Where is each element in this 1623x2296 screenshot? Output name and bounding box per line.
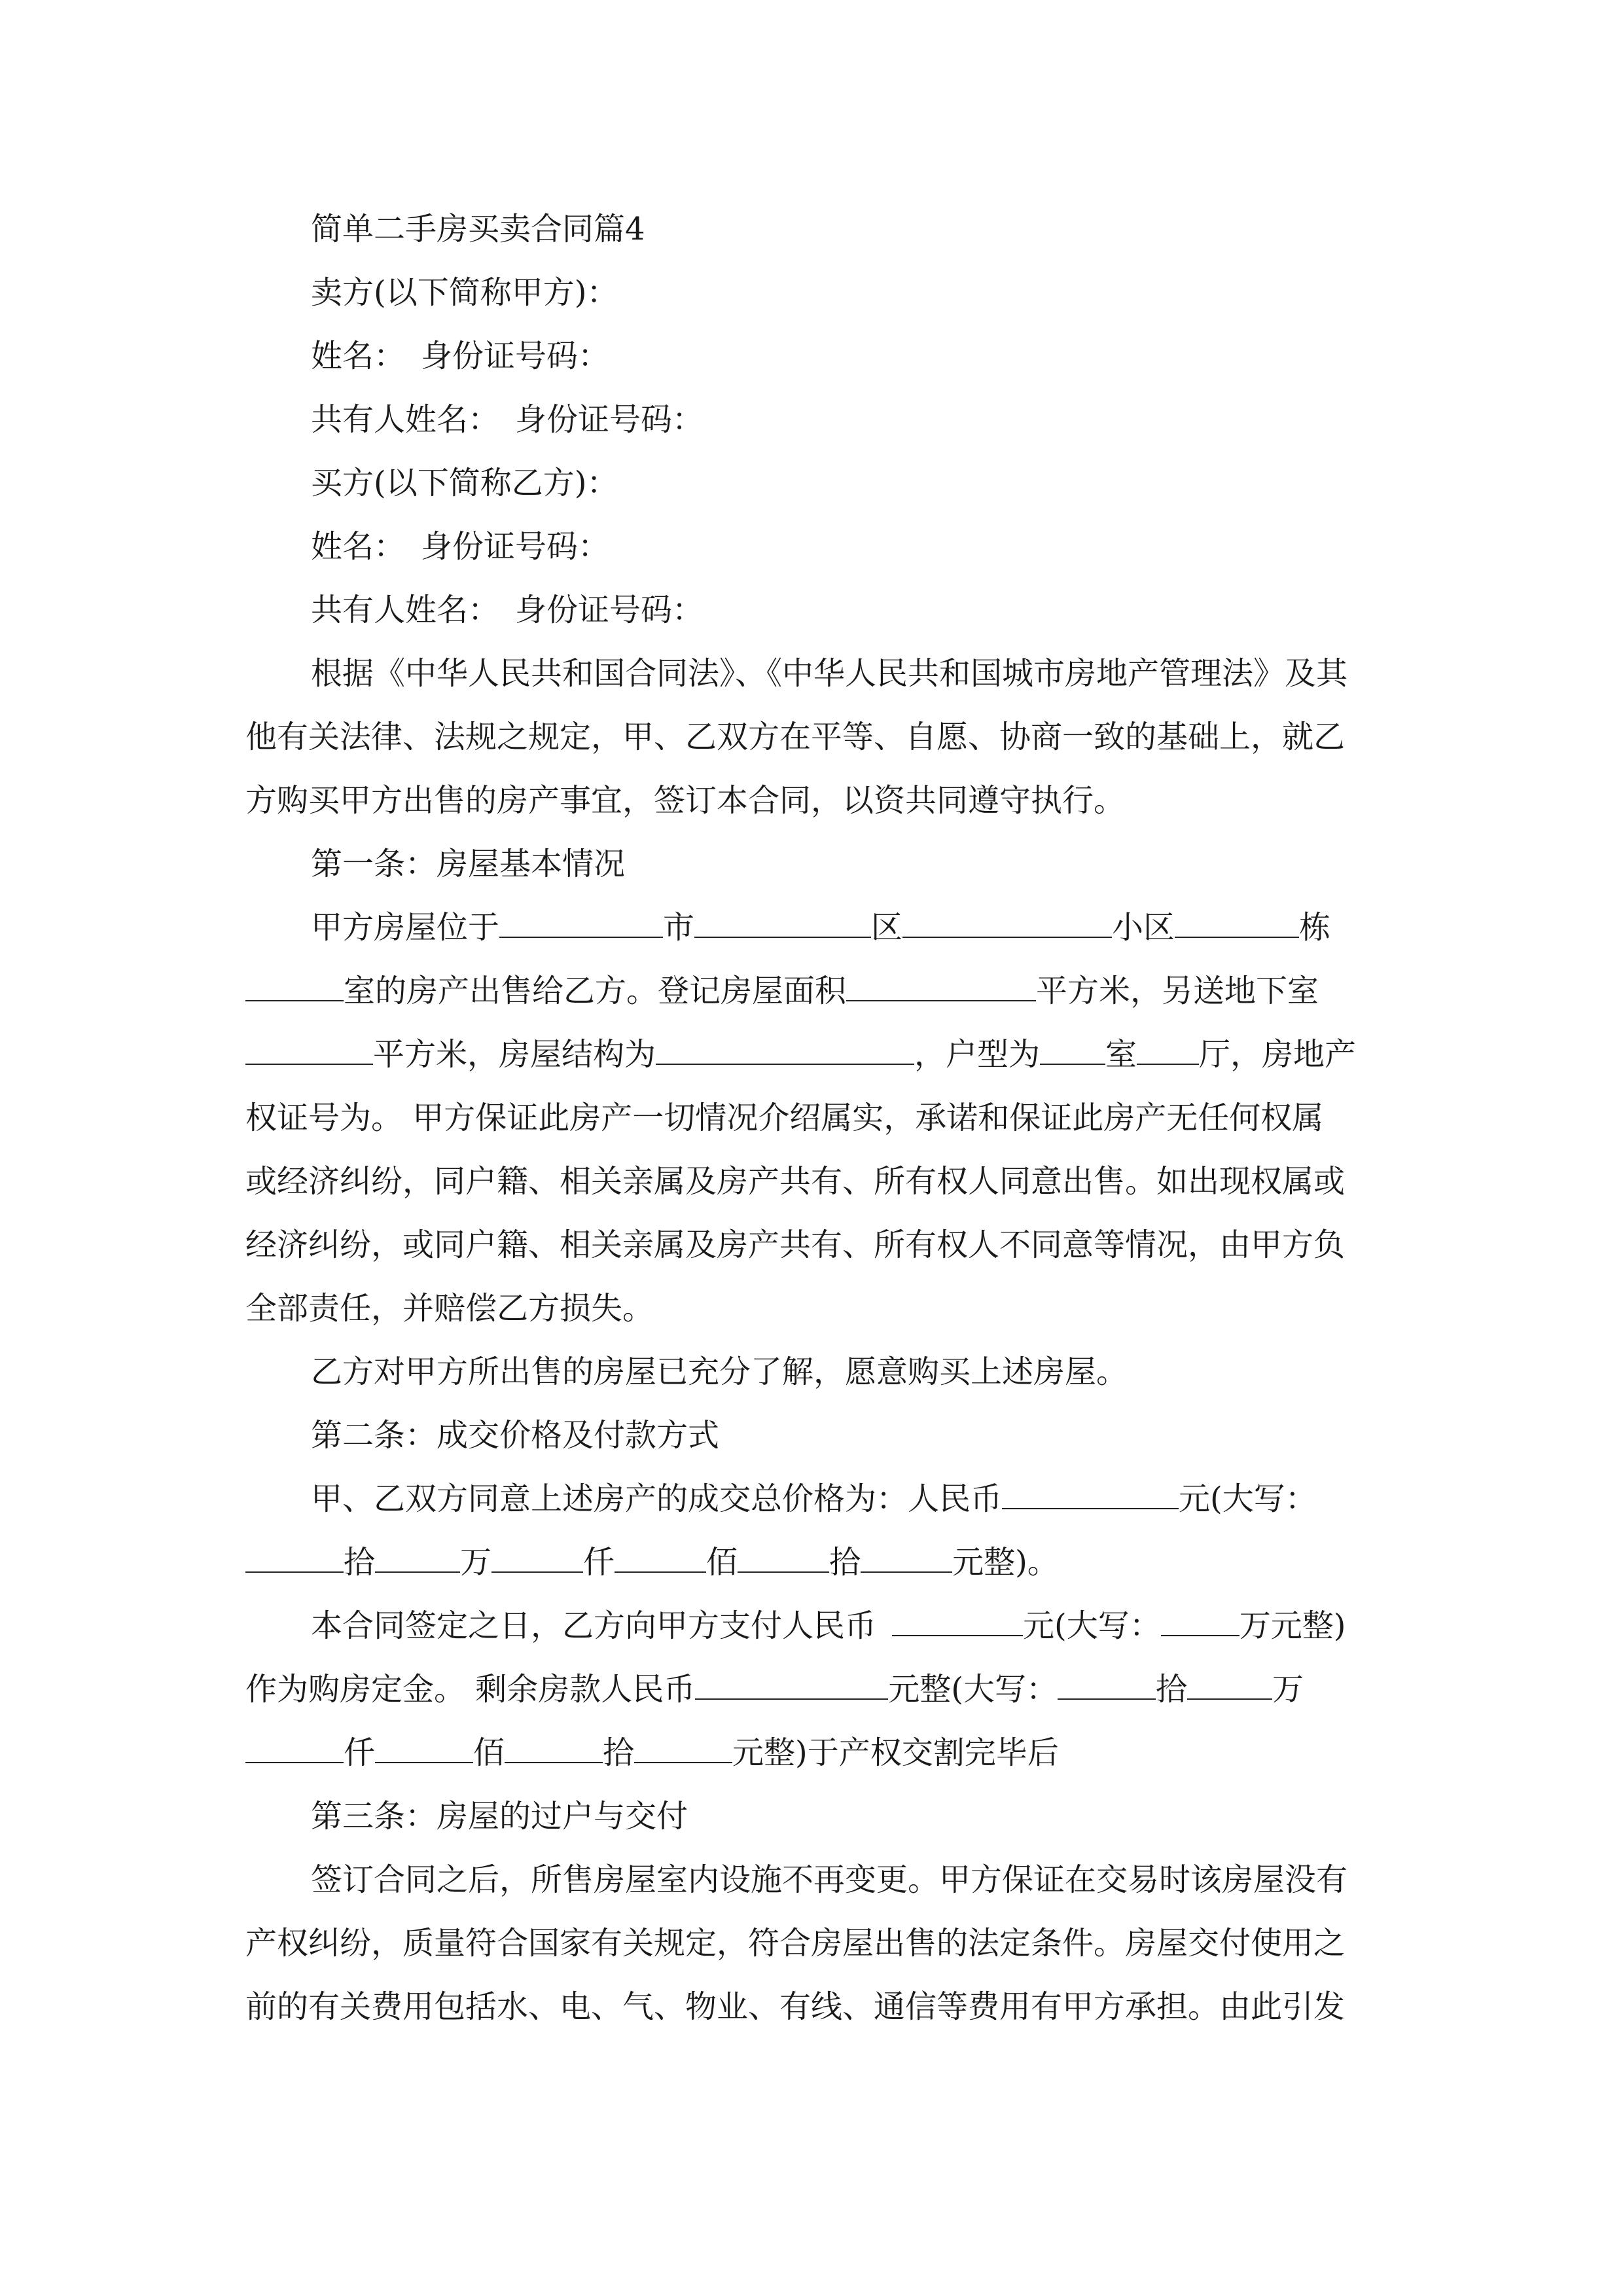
text-run: 平方米，另送地下室	[1036, 973, 1319, 1009]
text-run: 小区	[1112, 909, 1175, 946]
article-2-price-words	[245, 1531, 1378, 1594]
fill-blank	[245, 1532, 344, 1573]
seller-co-owner: 共有人姓名： 身份证号码：	[311, 401, 704, 438]
text-run: 作为购房定金。 剩余房款人民币	[245, 1671, 696, 1708]
fill-blank-halls	[1137, 1024, 1199, 1065]
text-run: ，户型为	[914, 1036, 1041, 1073]
text-run: 厅，房地产	[1199, 1036, 1357, 1073]
fill-blank-district	[694, 897, 871, 938]
text-run: 拾	[1156, 1671, 1188, 1708]
text-run: 室	[1105, 1036, 1137, 1073]
buyer-acknowledgement: 乙方对甲方所出售的房屋已充分了解，愿意购买上述房屋。	[311, 1354, 1128, 1390]
text-run: 拾	[829, 1544, 861, 1581]
article-3-text: 签订合同之后，所售房屋室内设施不再变更。甲方保证在交易时该房屋没有	[311, 1861, 1348, 1898]
text-run: 本合同签定之日，乙方向甲方支付人民币	[311, 1607, 877, 1644]
fill-blank-basement-area	[245, 1024, 373, 1065]
article-2-balance	[245, 1658, 1378, 1721]
article-2-deposit	[245, 1594, 1378, 1658]
fill-blank	[738, 1532, 829, 1573]
preamble-line: 他有关法律、法规之规定，甲、乙双方在平等、自愿、协商一致的基础上，就乙	[245, 719, 1346, 755]
text-run: 室的房产出售给乙方。登记房屋面积	[344, 973, 847, 1009]
text-run: 佰	[473, 1734, 505, 1771]
fill-blank	[615, 1532, 706, 1573]
fill-blank	[491, 1532, 583, 1573]
text-run: 元(大写：	[1179, 1480, 1317, 1517]
text-run: 甲、乙双方同意上述房产的成交总价格为：人民币	[311, 1480, 1003, 1517]
fill-blank-balance	[695, 1659, 888, 1700]
text-run: 平方米，房屋结构为	[373, 1036, 656, 1073]
fill-blank	[1187, 1659, 1272, 1700]
article-1-text: 权证号为。 甲方保证此房产一切情况介绍属实，承诺和保证此房产无任何权属	[245, 1100, 1324, 1136]
article-1-text: 全部责任，并赔偿乙方损失。	[245, 1290, 654, 1327]
contract-body	[245, 198, 1378, 2039]
fill-blank	[634, 1723, 732, 1763]
fill-blank	[861, 1532, 952, 1573]
text-run: 元整)。	[952, 1544, 1059, 1581]
article-3-heading: 第三条：房屋的过户与交付	[311, 1798, 688, 1835]
text-run: 万	[1272, 1671, 1304, 1708]
text-run: 区	[871, 909, 903, 946]
fill-blank-structure	[656, 1024, 914, 1065]
text-run: 拾	[344, 1544, 376, 1581]
article-3-text: 前的有关费用包括水、电、气、物业、有线、通信等费用有甲方承担。由此引发	[245, 1988, 1346, 2025]
text-run: 市	[663, 909, 695, 946]
article-1-structure	[245, 1023, 1378, 1086]
article-3-text: 产权纠纷，质量符合国家有关规定，符合房屋出售的法定条件。房屋交付使用之	[245, 1925, 1346, 1962]
fill-blank-community	[902, 897, 1112, 938]
article-1-area	[245, 960, 1378, 1023]
buyer-heading: 买方(以下简称乙方)：	[311, 465, 618, 501]
fill-blank-building	[1175, 897, 1299, 938]
buyer-co-owner: 共有人姓名： 身份证号码：	[311, 592, 704, 628]
fill-blank	[375, 1532, 460, 1573]
article-1-location	[245, 896, 1378, 960]
seller-name-id: 姓名： 身份证号码：	[311, 338, 610, 374]
fill-blank-deposit	[892, 1596, 1023, 1636]
text-run: 元(大写：	[1023, 1607, 1161, 1644]
text-run: 万	[460, 1544, 492, 1581]
fill-blank-area	[846, 961, 1036, 1001]
article-1-text: 或经济纠纷，同户籍、相关亲属及房产共有、所有权人同意出售。如出现权属或	[245, 1163, 1346, 1200]
fill-blank-rooms	[1040, 1024, 1105, 1065]
fill-blank	[1058, 1659, 1156, 1700]
seller-heading: 卖方(以下简称甲方)：	[311, 274, 618, 311]
document-title: 简单二手房买卖合同篇4	[311, 211, 645, 247]
text-run: 元整)于产权交割完毕后	[732, 1734, 1059, 1771]
fill-blank	[245, 1723, 344, 1763]
fill-blank	[505, 1723, 603, 1763]
preamble-line: 根据《中华人民共和国合同法》、《中华人民共和国城市房地产管理法》及其	[311, 655, 1348, 692]
text-run: 栋	[1299, 909, 1331, 946]
fill-blank-total-price	[1002, 1469, 1179, 1509]
text-run: 元整(大写：	[888, 1671, 1058, 1708]
text-run: 甲方房屋位于	[311, 909, 500, 946]
text-run: 佰	[706, 1544, 738, 1581]
fill-blank-deposit-words	[1161, 1596, 1240, 1636]
article-2-heading: 第二条：成交价格及付款方式	[311, 1417, 720, 1454]
article-2-price	[245, 1467, 1378, 1531]
preamble-line: 方购买甲方出售的房产事宜，签订本合同，以资共同遵守执行。	[245, 782, 1126, 819]
text-run: 仟	[344, 1734, 376, 1771]
buyer-name-id: 姓名： 身份证号码：	[311, 528, 610, 565]
text-run: 万元整)	[1239, 1607, 1346, 1644]
fill-blank-room	[245, 961, 344, 1001]
article-1-heading: 第一条：房屋基本情况	[311, 846, 626, 882]
text-run: 拾	[603, 1734, 635, 1771]
fill-blank	[375, 1723, 473, 1763]
article-1-text: 经济纠纷，或同户籍、相关亲属及房产共有、所有权人不同意等情况，由甲方负	[245, 1227, 1346, 1263]
fill-blank-city	[499, 897, 663, 938]
text-run: 仟	[583, 1544, 615, 1581]
article-2-balance-words	[245, 1721, 1378, 1785]
